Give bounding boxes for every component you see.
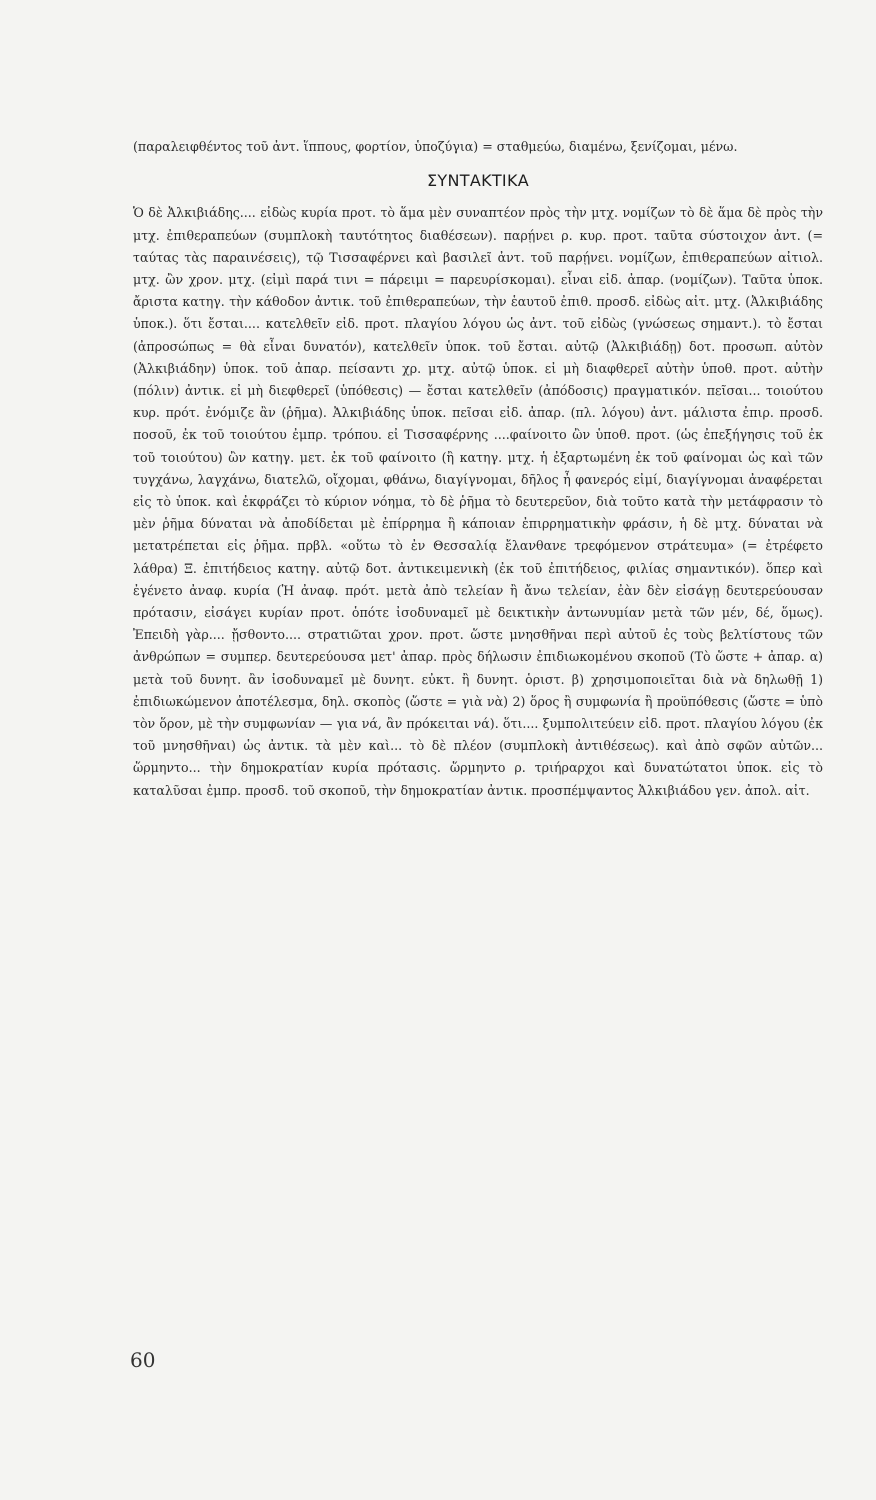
page-number: 60 bbox=[130, 1348, 156, 1372]
section-heading: ΣΥΝΤΑΚΤΙΚΑ bbox=[427, 171, 529, 191]
intro-paragraph: (παραλειφθέντος τοῦ ἀντ. ἵππους, φορτίον, ὑποζύγια) = σταθμεύω, διαμένω, ξενίζομαι, μένω. bbox=[133, 139, 738, 154]
body-paragraph: Ὁ δὲ Ἀλκιβιάδης.... εἰδὼς κυρία προτ. τὸ ἅμα μὲν συναπτέον πρὸς τὴν μτχ. νομίζων τὸ δὲ ἅμα δὲ πρὸς τὴν μτχ. ἐπιθεραπεύων (συμπλοκὴ ταυτότητος διαθέσεων). παρῄνει ρ. κυρ. προτ. ταῦτα σύστοιχον ἀντ. (= ταύτας τὰς παραινέσεις), τῷ Τισσαφέρνει καὶ βασιλεῖ ἀντ. τοῦ παρῄνει. νομίζων, ἐπιθεραπεύων αἰτιολ. μτχ. ὢν χρον. μτχ. (εἰμὶ παρά τινι = πάρειμι = παρευρίσκομαι). εἶναι εἰδ. ἀπαρ. (νομίζων). Ταῦτα ὑποκ. ἄριστα κατηγ. τὴν κάθοδον ἀντικ. τοῦ ἐπιθεραπεύων, τὴν ἑαυτοῦ ἐπιθ. προσδ. εἰδὼς αἰτ. μτχ. (Ἀλκιβιάδης ὑποκ.). ὅτι ἔσται.... κατελθεῖν εἰδ. προτ. πλαγίου λόγου ὡς ἀντ. τοῦ εἰδὼς (γνώσεως σημαντ.). τὸ ἔσται (ἀπροσώπως = θὰ εἶναι δυνατόν), κατελθεῖν ὑποκ. τοῦ ἔσται. αὐτῷ (Ἀλκιβιάδῃ) δοτ. προσωπ. αὐτὸν (Ἀλκιβιάδην) ὑποκ. τοῦ ἀπαρ. πείσαντι χρ. μτχ. αὐτῷ ὑποκ. εἰ μὴ διαφθερεῖ αὐτὴν ὑποθ. προτ. αὐτὴν (πόλιν) ἀντικ. εἰ μὴ διεφθερεῖ (ὑπόθεσις) — ἔσται κατελθεῖν (ἀπόδοσις) πραγματικόν. πεῖσαι... τοιούτου κυρ. πρότ. ἐνόμιζε ἂν (ῥῆμα). Ἀλκιβιάδης ὑποκ. πεῖσαι εἰδ. ἀπαρ. (πλ. λόγου) ἀντ. μάλιστα ἐπιρ. προσδ. ποσοῦ, ἐκ τοῦ τοιούτου ἐμπρ. τρόπου. εἰ Τισσαφέρνης ....φαίνοιτο ὢν ὑποθ. προτ. (ὡς ἐπεξήγησις τοῦ ἐκ τοῦ τοιούτου) ὢν κατηγ. μετ. ἐκ τοῦ φαίνοιτο (ἢ κατηγ. μτχ. ἡ ἐξαρτωμένη ἐκ τοῦ φαίνομαι ὡς καὶ τῶν τυγχάνω, λαγχάνω, διατελῶ, οἴχομαι, φθάνω, διαγίγνομαι, δῆλος ἦ φανερός εἰμί, διαγίγνομαι ἀναφέρεται εἰς τὸ ὑποκ. καὶ ἐκφράζει τὸ κύριον νόημα, τὸ δὲ ῥῆμα τὸ δευτερεῦον, διὰ τοῦτο κατὰ τὴν μετάφρασιν τὸ μὲν ῥῆμα δύναται νὰ ἀποδίδεται μὲ ἐπίρρημα ἢ κάποιαν ἐπιρρηματικὴν φράσιν, ἡ δὲ μτχ. δύναται νὰ μετατρέπεται εἰς ῥῆμα. πρβλ. «οὕτω τὸ ἐν Θεσσαλίᾳ ἔλανθανε τρεφόμενον στράτευμα» (= ἐτρέφετο λάθρα) Ξ. ἐπιτήδειος κατηγ. αὐτῷ δοτ. ἀντικειμενικὴ (ἐκ τοῦ ἐπιτήδειος, φιλίας σημαντικόν). ὅπερ καὶ ἐγένετο ἀναφ. κυρία (Ἡ ἀναφ. πρότ. μετὰ ἀπὸ τελείαν ἢ ἄνω τελείαν, ἐὰν δὲν εἰσάγῃ δευτερεύουσαν πρότασιν, εἰσάγει κυρίαν προτ. ὁπότε ἰσοδυναμεῖ μὲ δεικτικὴν ἀντωνυμίαν μετὰ τῶν μέν, δέ, ὅμως). Ἐπειδὴ γὰρ.... ᾔσθοντο.... στρατιῶται χρον. προτ. ὥστε μνησθῆναι περὶ αὐτοῦ ἐς τοὺς βελτίστους τῶν ἀνθρώπων = συμπερ. δευτερεύουσα μετ' ἀπαρ. πρὸς δήλωσιν ἐπιδιωκομένου σκοποῦ (Τὸ ὥστε + ἀπαρ. α) μετὰ τοῦ δυνητ. ἂν ἰσοδυναμεῖ μὲ δυνητ. εὐκτ. ἢ δυνητ. ὁριστ. β) χρησιμοποιεῖται διὰ νὰ δηλωθῇ 1) ἐπιδιωκώμενον ἀποτέλεσμα, δηλ. σκοπὸς (ὥστε = γιὰ νὰ) 2) ὅρος ἢ συμφωνία ἢ προϋπόθεσις (ὥστε = ὑπὸ τὸν ὅρον, μὲ τὴν συμφωνίαν — για νά, ἂν πρόκειται νά). ὅτι.... ξυμπολιτεύειν εἰδ. προτ. πλαγίου λόγου (ἐκ τοῦ μνησθῆναι) ὡς ἀντικ. τὰ μὲν καὶ... τὸ δὲ πλέον (συμπλοκὴ ἀντιθέσεως). καὶ ἀπὸ σφῶν αὐτῶν... ὥρμηντο... τὴν δημοκρατίαν κυρία πρότασις. ὥρμηντο ρ. τριήραρχοι καὶ δυνατώτατοι ὑποκ. εἰς τὸ καταλῦσαι ἐμπρ. προσδ. τοῦ σκοποῦ, τὴν δημοκρατίαν ἀντικ. προσπέμψαντος Ἀλκιβιάδου γεν. ἀπολ. αἰτ. bbox=[133, 205, 823, 798]
text-block bbox=[133, 136, 823, 802]
